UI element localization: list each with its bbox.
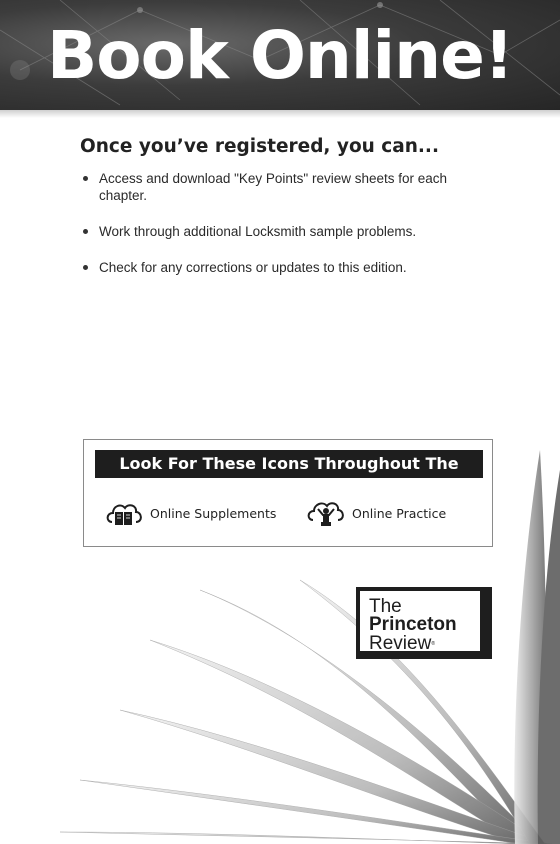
legend-online-practice [306, 498, 446, 528]
header-banner [0, 0, 560, 110]
online-practice-icon [306, 498, 346, 528]
banner-title: Book Online! [46, 17, 514, 94]
logo-line-review: Review® [369, 633, 435, 654]
bullet-icon [83, 229, 88, 234]
bullet-icon [83, 176, 88, 181]
logo-panel [360, 591, 480, 654]
princeton-review-logo [356, 587, 492, 659]
banner-shadow [0, 110, 560, 118]
icon-legend-box [83, 439, 493, 547]
feature-list [80, 170, 480, 295]
icon-legend-header: Look For These Icons Throughout The Book [95, 450, 483, 478]
list-item: Work through additional Locksmith sample problems. [80, 223, 480, 240]
logo-line-princeton: Princeton [369, 614, 457, 635]
legend-label: Online Supplements [150, 505, 277, 521]
trademark-mark: ® [431, 641, 435, 647]
logo-line-the: The [369, 596, 402, 617]
legend-label: Online Practice [352, 505, 447, 521]
bullet-icon [83, 265, 88, 270]
list-item: Check for any corrections or updates to this edition. [80, 259, 480, 276]
legend-online-supplements [104, 498, 276, 528]
section-subtitle: Once you’ve registered, you can... [80, 136, 439, 157]
online-supplements-icon [104, 498, 144, 528]
list-item: Access and download "Key Points" review sheets for each chapter. [80, 170, 480, 204]
